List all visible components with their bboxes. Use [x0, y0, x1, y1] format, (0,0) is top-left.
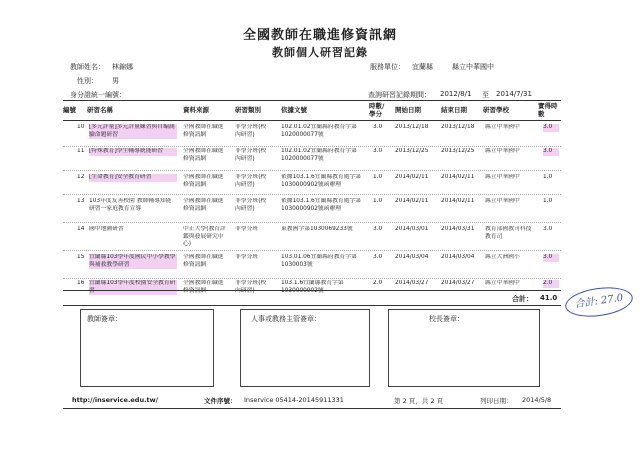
row-no: 16	[77, 280, 85, 286]
row-category: 非學分班(校內研習)	[235, 280, 267, 294]
row-source: 全國教師在職進修資訊網	[183, 124, 224, 138]
col-header-school: 研習學校	[483, 106, 509, 114]
period-to-label: 至	[482, 91, 489, 99]
col-header-course: 研習名稱	[87, 106, 113, 114]
table-row	[63, 148, 561, 170]
row-course: 103年度友善校園 教師輔導知能研習一家庭教育宣導	[89, 198, 172, 212]
row-category: 非學分班	[235, 226, 259, 232]
row-actual: 3.0	[543, 124, 559, 132]
col-header-end: 結束日期	[441, 106, 467, 114]
row-school: 教育部國教司科技教育司	[485, 226, 532, 240]
row-hours: 3.0	[373, 226, 383, 232]
service-unit-label: 服務單位：	[370, 63, 405, 71]
col-header-doc: 依據文號	[281, 106, 307, 114]
row-category: 非學分班(校內研習)	[235, 174, 267, 188]
table-row	[63, 198, 561, 220]
row-start: 2014/03/01	[395, 226, 429, 232]
footer-doc-label: 文件序號：	[204, 397, 237, 405]
row-school: 縣立中華國中	[485, 174, 520, 180]
row-end: 2014/03/04	[441, 254, 475, 260]
header-rule	[63, 120, 561, 121]
total-value: 41.0	[540, 294, 558, 302]
row-end: 2014/02/11	[441, 174, 475, 180]
teacher-name-label: 教師姓名：	[70, 63, 105, 71]
col-header-category: 研習類別	[235, 106, 261, 114]
footer-doc-value: Inservice 05414-20145911331	[244, 396, 344, 404]
row-no: 14	[77, 226, 85, 232]
row-hours: 2.0	[373, 280, 383, 286]
row-category: 非學分班(校內研習)	[235, 124, 267, 138]
table-bottom-rule	[63, 290, 561, 291]
row-course: 國中地圖研習	[89, 226, 124, 232]
row-start: 2014/03/27	[395, 280, 429, 286]
row-course: 宜蘭縣103學年度校園安全教育研習	[89, 280, 176, 294]
row-school: 縣立中華國中	[485, 280, 520, 286]
row-course: [生命教育]安全教育研習	[89, 174, 177, 182]
footer-url: http://inservice.edu.tw/	[72, 396, 159, 404]
id-number-label: 身分證統一編號：	[70, 91, 126, 99]
row-divider	[63, 194, 561, 195]
col-header-hours: 時數/學分	[369, 102, 385, 118]
row-category: 非學分班(校內研習)	[235, 148, 267, 162]
col-header-no: 編號	[63, 106, 76, 114]
row-divider	[63, 222, 561, 223]
row-course: 宜蘭縣103學年度國民中小學教學與補救教學研習	[89, 254, 176, 268]
row-start: 2013/12/25	[395, 148, 429, 154]
principal-signature-label: 校長簽章：	[429, 315, 464, 323]
row-hours: 3.0	[373, 124, 383, 130]
table-top-rule	[63, 100, 561, 101]
row-school: 縣立中華國中	[485, 148, 520, 154]
total-rule	[63, 305, 561, 306]
row-source: 全國教師在職進修資訊網	[183, 174, 224, 188]
footer-print-value: 2014/5/8	[522, 396, 552, 404]
handwritten-total-note: 合計: 27.0	[563, 283, 634, 320]
row-no: 15	[77, 254, 85, 260]
table-row	[63, 174, 561, 192]
row-course: [特殊教育]學生輔導統能研習	[89, 148, 177, 156]
row-actual: 3.0	[543, 254, 559, 262]
row-end: 2013/12/25	[441, 148, 475, 154]
service-unit-city: 宜蘭縣	[412, 63, 433, 71]
row-end: 2014/03/31	[441, 226, 475, 232]
row-school: 縣立中華國中	[485, 198, 520, 204]
row-actual: 3.0	[543, 226, 553, 232]
row-actual: 1.0	[543, 198, 553, 204]
footer-print-label: 列印日期：	[480, 397, 513, 405]
row-actual: 3.0	[543, 148, 559, 156]
row-actual: 2.0	[543, 280, 559, 288]
period-to: 2014/7/31	[496, 90, 532, 98]
col-header-source: 資料來源	[183, 106, 209, 114]
principal-signature-box	[388, 309, 540, 387]
row-doc: 103.1.6宜蘭縣教育字第1030000902號	[281, 280, 344, 294]
row-doc: 102.01.02宜蘭縣府教育字第1020000077號	[281, 124, 357, 138]
row-category: 非學分班	[235, 254, 259, 260]
row-no: 12	[77, 174, 85, 180]
row-hours: 1.0	[373, 198, 383, 204]
row-hours: 1.0	[373, 174, 383, 180]
supervisor-signature-box	[240, 309, 370, 387]
row-divider	[63, 146, 561, 147]
document-subtitle: 教師個人研習記錄	[272, 46, 368, 59]
gender-value: 男	[112, 77, 119, 85]
row-divider	[63, 278, 561, 279]
row-divider	[63, 250, 561, 251]
total-label: 合計：	[512, 295, 533, 303]
footer-rule	[63, 408, 561, 409]
table-row	[63, 124, 561, 146]
footer-page: 第 2 頁，共 2 頁	[394, 397, 444, 405]
row-start: 2014/02/11	[395, 198, 429, 204]
row-doc: 102.01.02宜蘭縣府教育字第1020000077號	[281, 148, 357, 162]
period-from: 2012/8/1	[440, 90, 472, 98]
row-actual: 1.0	[543, 174, 553, 180]
row-source: 全國教師在職進修資訊網	[183, 198, 224, 212]
row-end: 2013/12/18	[441, 124, 475, 130]
teacher-name-value: 林錦娜	[112, 63, 133, 71]
row-start: 2014/03/04	[395, 254, 429, 260]
row-category: 非學分班(校內研習)	[235, 198, 267, 212]
row-end: 2014/03/27	[441, 280, 475, 286]
table-row	[63, 254, 561, 276]
row-hours: 3.0	[373, 148, 383, 154]
teacher-signature-label: 教師簽章：	[87, 315, 122, 323]
document-title: 全國教師在職進修資訊網	[242, 28, 397, 43]
teacher-signature-box	[80, 309, 214, 387]
period-label: 查詢研習記錄期間：	[368, 91, 431, 99]
row-source: 全國教師在職進修資訊網	[183, 280, 224, 294]
row-source: 全國教師在職進修資訊網	[183, 148, 224, 162]
row-hours: 3.0	[373, 254, 383, 260]
row-doc: 依據103.1.6宜蘭縣教育處字第1030000902號函辦理	[281, 198, 362, 212]
col-header-start: 開始日期	[395, 106, 421, 114]
row-end: 2014/02/11	[441, 198, 475, 204]
service-unit-school: 縣立中華國中	[452, 63, 494, 71]
row-source: 全國教師在職進修資訊網	[183, 254, 224, 268]
row-school: 縣立中華國中	[485, 124, 520, 130]
row-source: 中正大學(教育評鑑與發展研究中心)	[183, 226, 226, 247]
row-doc: 東教國字第1030069233號	[281, 226, 353, 232]
row-divider	[63, 170, 561, 171]
row-no: 10	[77, 124, 85, 130]
supervisor-signature-label: 人事或教務主管簽章：	[251, 315, 321, 323]
col-header-actual: 實得時數	[538, 102, 558, 118]
row-no: 13	[77, 198, 85, 204]
row-course: [多元評量]多元評量練習與自編測驗命題研習	[89, 124, 177, 139]
row-doc: 103.01.06宜蘭縣府教育字第1030003號	[281, 254, 357, 268]
row-start: 2013/12/18	[395, 124, 429, 130]
row-doc: 依據103.1.6宜蘭縣教育處字第1030000902號函辦理	[281, 174, 362, 188]
row-no: 11	[77, 148, 85, 154]
row-start: 2014/02/11	[395, 174, 429, 180]
gender-label: 性別：	[77, 77, 98, 85]
row-school: 縣立大洲國小	[485, 254, 520, 260]
table-row	[63, 280, 561, 298]
table-row	[63, 226, 561, 248]
